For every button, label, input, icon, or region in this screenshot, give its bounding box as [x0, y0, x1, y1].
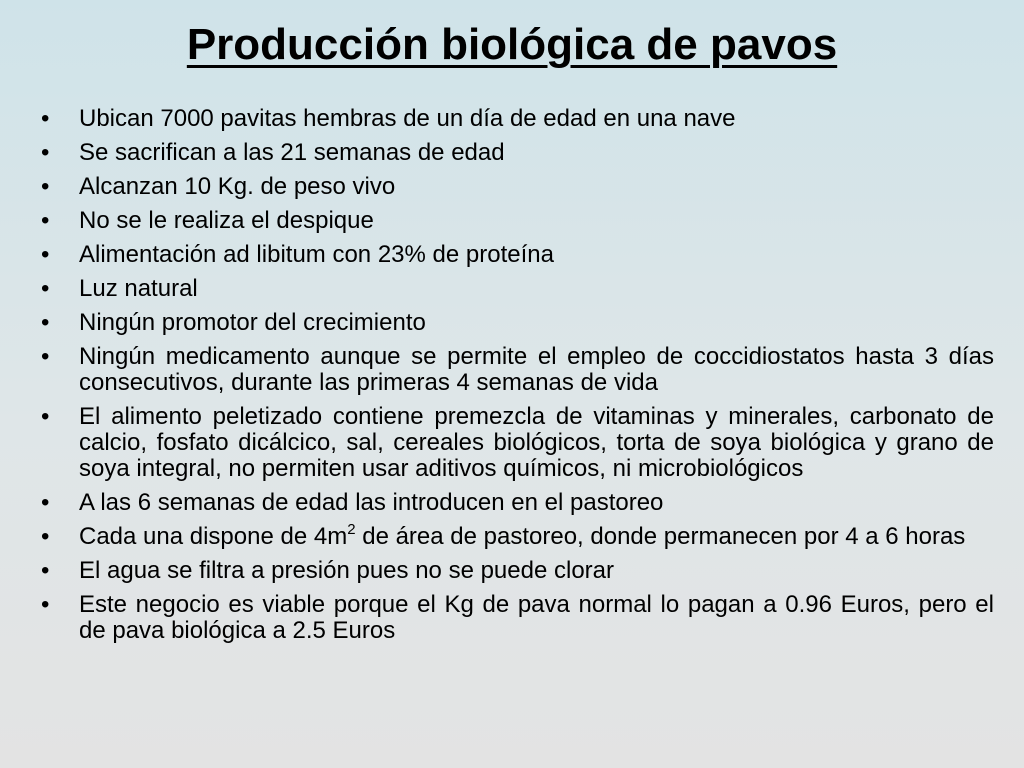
bullet-item: [40, 404, 994, 482]
bullet-text: Ningún promotor del crecimiento: [79, 309, 426, 336]
bullet-item: [40, 310, 994, 336]
bullet-text: [79, 523, 965, 550]
bullet-dot: •: [41, 275, 50, 302]
slide-title-text: Producción biológica de pavos: [186, 20, 838, 69]
bullet-list: [40, 106, 994, 652]
bullet-text: A las 6 semanas de edad las introducen en el pastoreo: [79, 489, 664, 516]
bullet-item: [40, 106, 994, 132]
bullet-text: Alcanzan 10 Kg. de peso vivo: [79, 173, 396, 200]
bullet-text-before: Cada una dispone de 4m: [79, 523, 348, 550]
bullet-item: [40, 558, 994, 584]
bullet-text: El alimento peletizado contiene premezcla de vitaminas y minerales, carbonato de calcio, fosfato dicálcico, sal, cereales biológicos, torta de soya biológica y grano de soya integral, no permiten usar aditivos químicos, ni microbiológicos: [79, 403, 994, 482]
bullet-dot: •: [41, 173, 50, 200]
bullet-dot: •: [41, 139, 50, 166]
bullet-item: [40, 344, 994, 396]
bullet-dot: •: [41, 105, 50, 132]
bullet-dot: •: [41, 591, 50, 618]
bullet-item: [40, 174, 994, 200]
superscript: 2: [347, 521, 356, 538]
bullet-dot: •: [41, 309, 50, 336]
bullet-text: Luz natural: [79, 275, 198, 302]
bullet-text: Se sacrifican a las 21 semanas de edad: [79, 139, 505, 166]
bullet-text: Ubican 7000 pavitas hembras de un día de edad en una nave: [79, 105, 736, 132]
slide-title: [0, 14, 1024, 76]
bullet-dot: •: [41, 523, 50, 550]
bullet-item: [40, 490, 994, 516]
bullet-item: [40, 140, 994, 166]
bullet-text-after: de área de pastoreo, donde permanecen por 4 a 6 horas: [355, 523, 966, 550]
bullet-dot: •: [41, 343, 50, 370]
bullet-item: [40, 242, 994, 268]
bullet-text: No se le realiza el despique: [79, 207, 374, 234]
bullet-item: [40, 208, 994, 234]
bullet-dot: •: [41, 489, 50, 516]
bullet-dot: •: [41, 557, 50, 584]
bullet-item: [40, 276, 994, 302]
bullet-text: Ningún medicamento aunque se permite el empleo de coccidiostatos hasta 3 días consecutivos, durante las primeras 4 semanas de vida: [79, 343, 994, 396]
bullet-item: [40, 521, 994, 550]
bullet-text: El agua se filtra a presión pues no se puede clorar: [79, 557, 614, 584]
bullet-text: Este negocio es viable porque el Kg de pava normal lo pagan a 0.96 Euros, pero el de pava biológica a 2.5 Euros: [79, 591, 994, 644]
bullet-dot: •: [41, 241, 50, 268]
bullet-dot: •: [41, 207, 50, 234]
bullet-text: Alimentación ad libitum con 23% de proteína: [79, 241, 554, 268]
bullet-dot: •: [41, 403, 50, 430]
bullet-item: [40, 592, 994, 644]
